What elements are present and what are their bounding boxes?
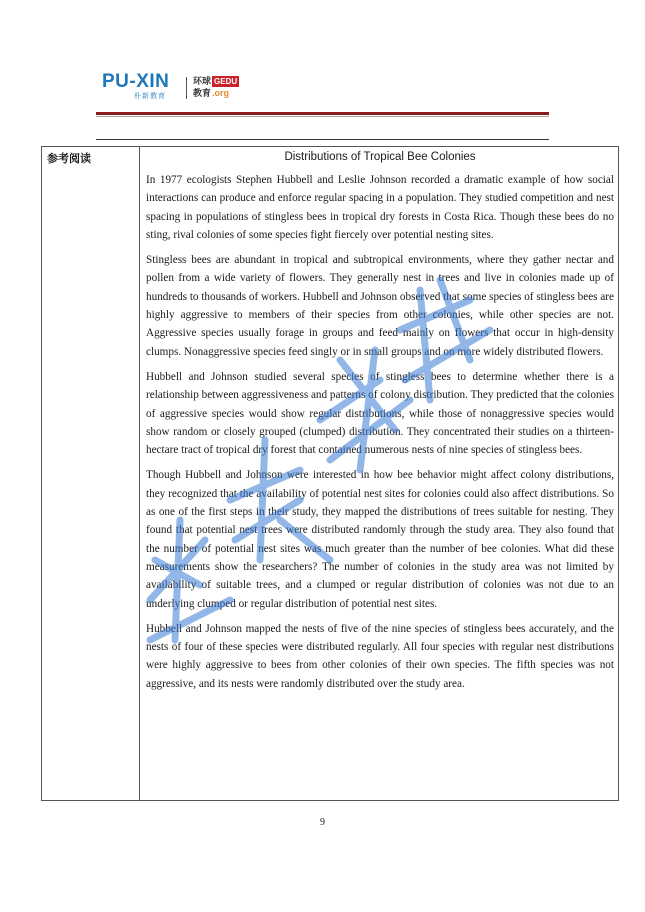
header-rule-thick xyxy=(96,112,549,115)
logo xyxy=(102,71,239,102)
logo-org: .org xyxy=(212,88,230,98)
paragraph: Stingless bees are abundant in tropical and subtropical environments, where they gather nectar and pollen from a wide variety of flowers. They generally nest in trees and live in colonies made up of hundreds to thousands of workers. Hubbell and Johnson observed that some species of stingless bees are highly aggressive to members of their species from other colonies, while other species are not. Aggressive species usually forage in groups and feed mainly on flowers that occur in high-density clumps. Nonaggressive species feed singly or in small groups and on more widely distributed flowers. xyxy=(146,254,614,358)
page-header xyxy=(0,0,645,150)
paragraph: Though Hubbell and Johnson were interested in how bee behavior might affect colony distributions, they recognized that the availability of potential nest sites for colonies could also affect distributions. So as one of the first steps in their study, they mapped the distributions of trees suitable for nesting. They found that potential nest trees were distributed randomly through the study area. They also found that the number of potential nest sites was much greater than the number of bee colonies. What did these measurements show the researchers? The number of colonies in the study area was not limited by availability of suitable trees, and a clumped or regular distribution of colonies was not due to an underlying clumped or regular distribution of potential nest sites. xyxy=(146,469,614,610)
header-rule-under xyxy=(96,139,549,140)
logo-cn-bottom: 教育 xyxy=(193,89,212,99)
logo-separator xyxy=(186,77,187,99)
header-rule-thin xyxy=(96,116,549,117)
logo-brand: PU-XIN xyxy=(102,71,170,92)
logo-cn-top: 环球 xyxy=(193,77,212,87)
paragraph: In 1977 ecologists Stephen Hubbell and Leslie Johnson recorded a dramatic example of how social interactions can produce and enforce regular spacing in a population. They studied competition and nest spacing in populations of stingless bees in tropical dry forests in Costa Rica. Though these bees do no sting, rival colonies of some species fight fiercely over potential nesting sites. xyxy=(146,174,614,241)
page-number: 9 xyxy=(320,817,325,828)
puxin-logo xyxy=(102,71,180,102)
passage-title: Distributions of Tropical Bee Colonies xyxy=(284,151,476,163)
logo-gedu: GEDU xyxy=(214,77,238,86)
logo-brand-sub: 朴新教育 xyxy=(134,92,166,100)
watermark-text: 环球教育 xyxy=(0,0,4,1)
table-left-column xyxy=(42,147,140,800)
paragraph: Hubbell and Johnson mapped the nests of five of the nine species of stingless bees accurately, and the nests of four of these species were distributed regularly. All four species with regular nest distributions were highly aggressive to bees from other colonies of their own species. The fifth species was not aggressive, and its nests were randomly distributed over the study area. xyxy=(146,622,614,690)
reading-table xyxy=(41,146,619,801)
reading-label: 参考阅读 xyxy=(47,152,91,165)
table-right-column xyxy=(146,147,614,700)
paragraph: Hubbell and Johnson studied several species of stingless bees to determine whether there is a relationship between aggressiveness and patterns of colony distribution. They predicted that the colonies of aggressive species would show regular distributions, while those of nonaggressive species would show random or closely grouped (clumped) distribution. They concentrated their studies on a thirteen-hectare tract of tropical dry forest that contained numerous nests of nine species of stingless bees. xyxy=(146,370,614,457)
gedu-logo xyxy=(193,76,239,100)
